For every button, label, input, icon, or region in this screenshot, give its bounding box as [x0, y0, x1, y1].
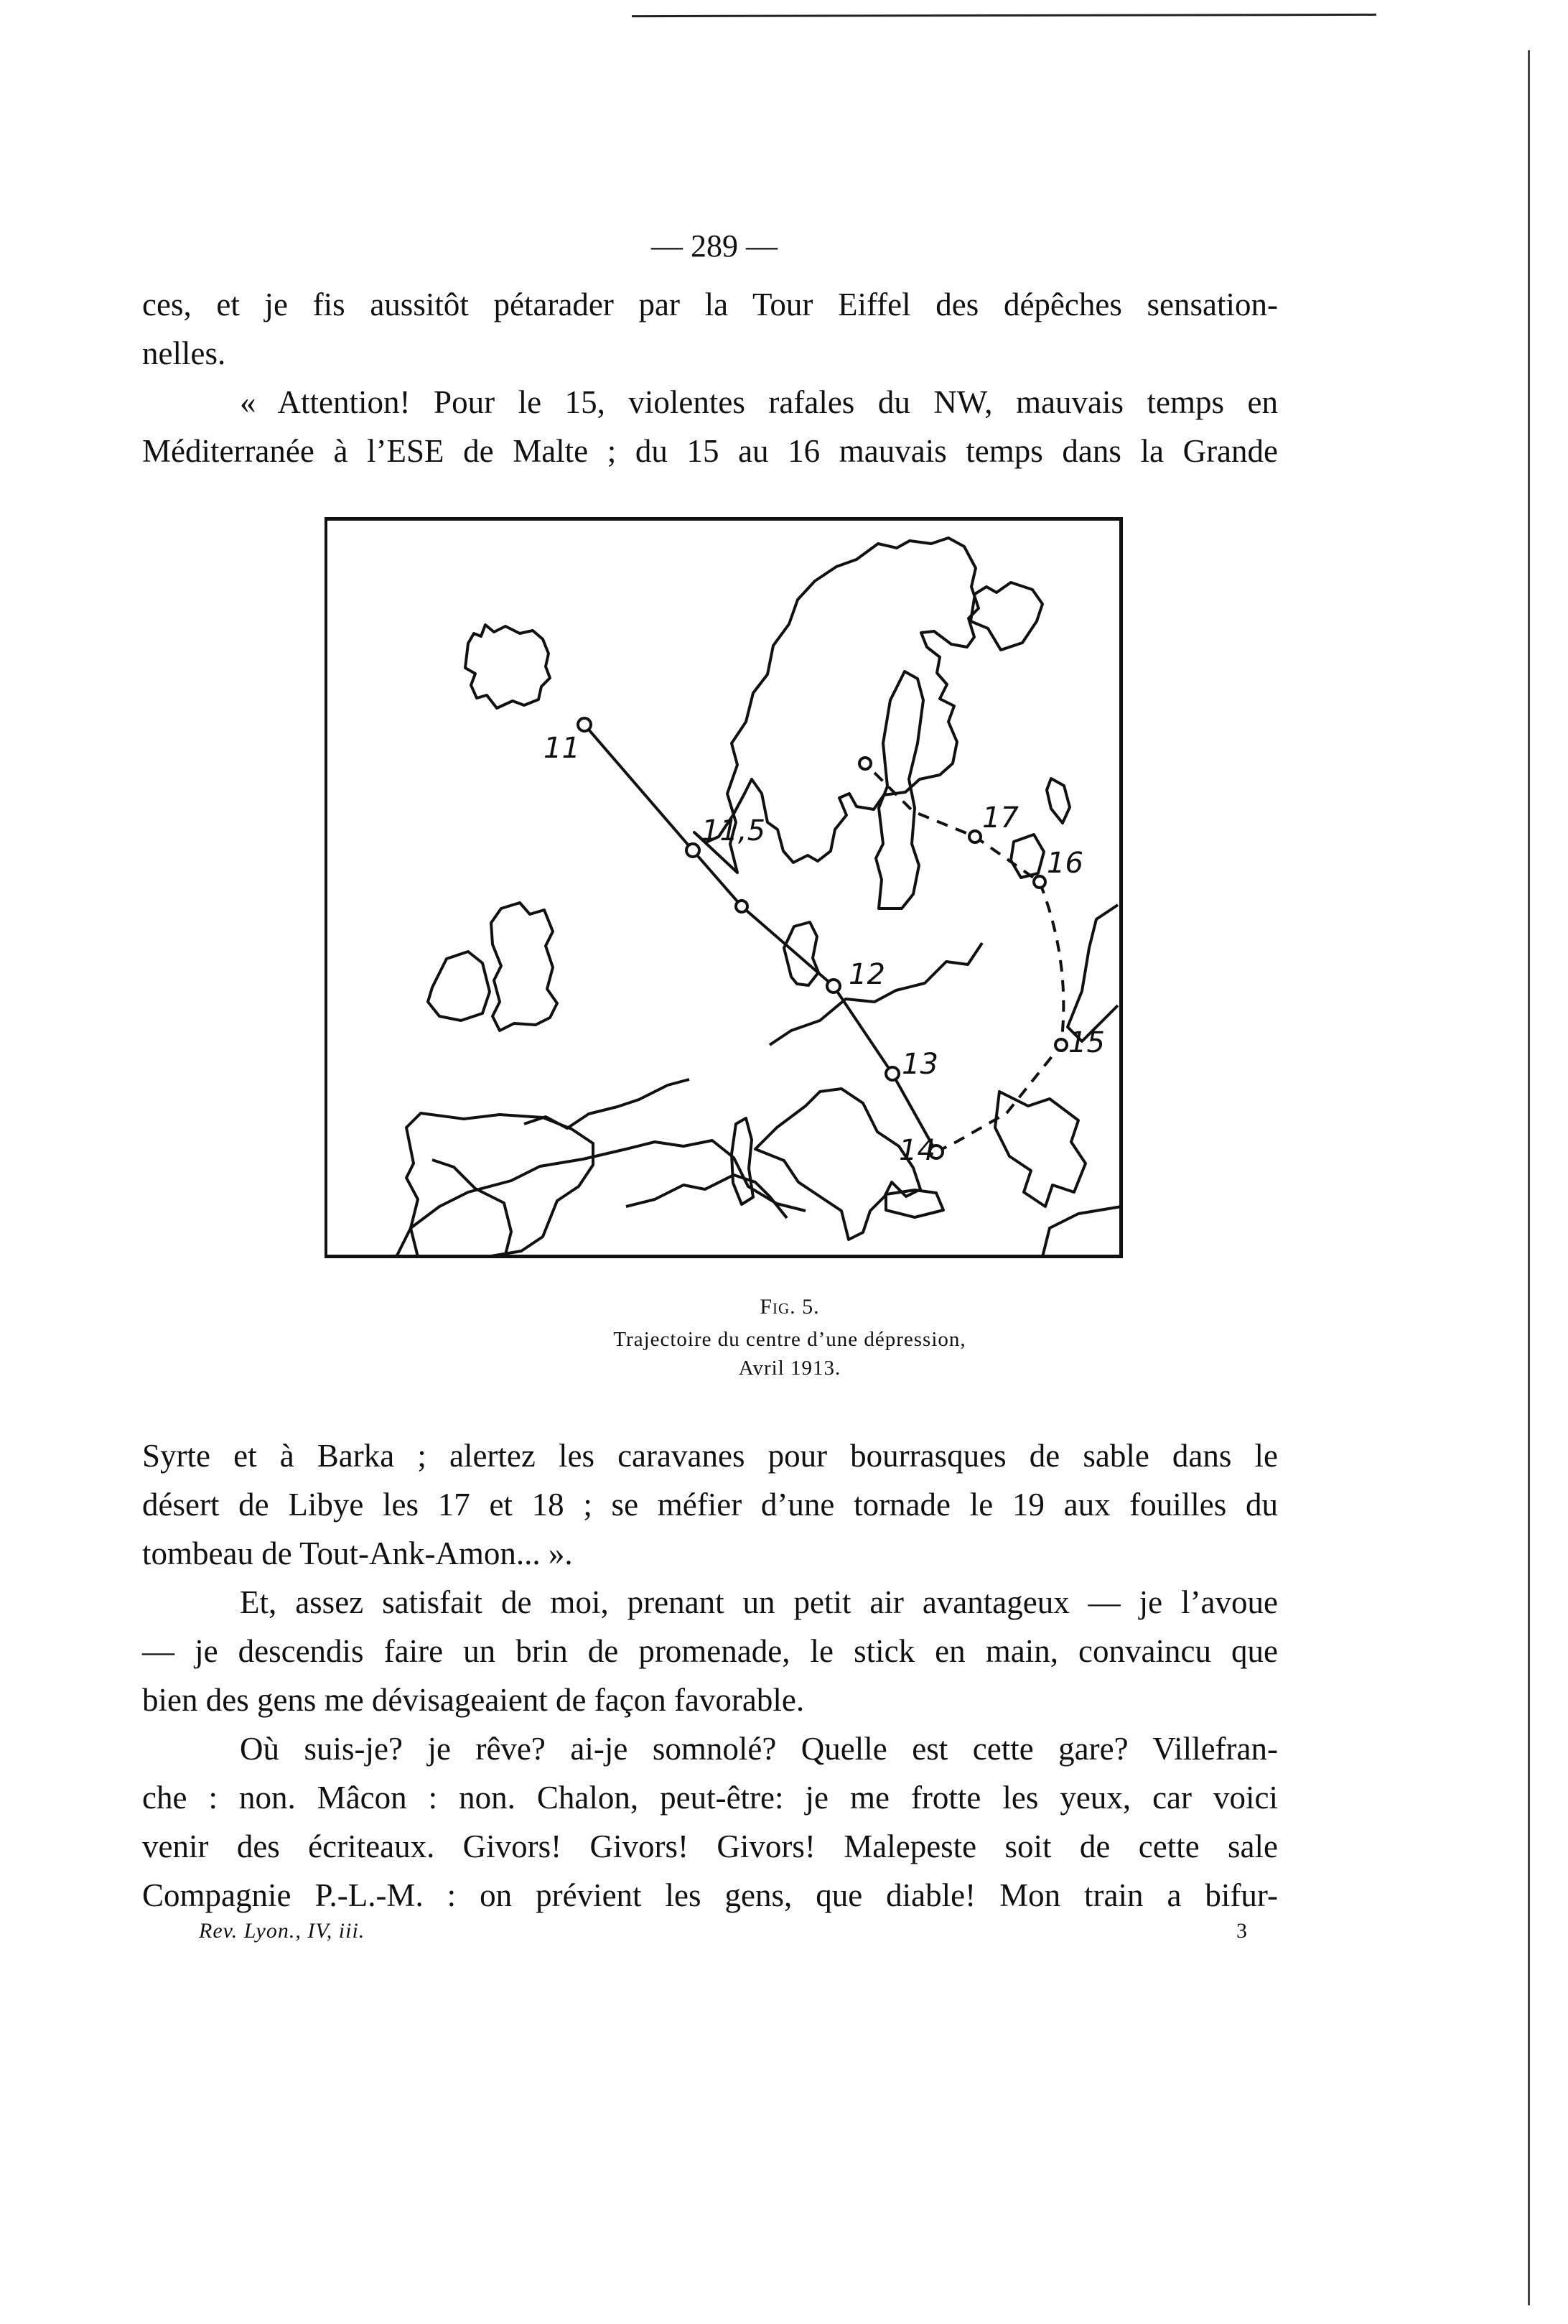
kola-outline [971, 582, 1042, 650]
figure-label: Fig. 5. [760, 1295, 820, 1319]
iberia-outline [406, 1113, 593, 1258]
bottom-text-block [142, 1431, 1278, 1920]
denmark-outline [784, 922, 818, 985]
text-line: tombeau de Tout-Ank-Amon... ». [142, 1535, 573, 1571]
label-17: 17 [982, 801, 1019, 835]
east-coast [1068, 905, 1118, 1041]
libya-coast [1042, 1207, 1121, 1257]
label-15: 15 [1068, 1026, 1105, 1059]
iceland-outline [465, 625, 550, 708]
text-line: désert de Libye les 17 et 18 ; se méfier d’une tornade le 19 aux fouilles du [142, 1487, 1278, 1523]
text-line: Méditerranée à l’ESE de Malte ; du 15 au 16 mauvais temps dans la Grande [142, 433, 1278, 469]
scan-edge-line [1528, 50, 1530, 2305]
footer-sheet-number: 3 [1236, 1919, 1247, 1943]
depression-track-dashed [865, 763, 1063, 1152]
label-13: 13 [902, 1048, 938, 1081]
text-line: Syrte et à Barka ; alertez les caravanes pour bourrasques de sable dans le [142, 1438, 1278, 1474]
britain-outline [491, 903, 557, 1031]
text-line: Où suis-je? je rêve? ai-je somnolé? Quelle est cette gare? Villefran- [240, 1731, 1278, 1767]
figure-map [325, 517, 1123, 1258]
lake-outline-2 [1011, 835, 1044, 878]
text-line: che : non. Mâcon : non. Chalon, peut-être: je me frotte les yeux, car voici [142, 1780, 1278, 1816]
france-west-coast [432, 1160, 511, 1258]
text-line: nelles. [142, 335, 226, 371]
lake-outline [1047, 778, 1070, 823]
figure-description: Trajectoire du centre d’une dépression, [613, 1328, 966, 1351]
label-11-5: 11,5 [701, 814, 766, 847]
label-14: 14 [899, 1134, 935, 1167]
text-line: — je descendis faire un brin de promenade, le stick en main, convaincu que [142, 1633, 1278, 1669]
text-line: ces, et je fis aussitôt pétarader par la Tour Eiffel des dépêches sensation- [142, 287, 1278, 322]
sicily-outline [886, 1190, 943, 1217]
text-line: Et, assez satisfait de moi, prenant un petit air avantageux — je l’avoue [240, 1584, 1278, 1620]
footer-signature: Rev. Lyon., IV, iii. [199, 1919, 365, 1943]
north-africa-coast [396, 1140, 806, 1257]
top-text-block [142, 280, 1278, 475]
text-line: bien des gens me dévisageaient de façon favorable. [142, 1682, 805, 1718]
scan-top-rule [632, 14, 1376, 17]
label-11: 11 [543, 732, 580, 765]
text-line: « Attention! Pour le 15, violentes rafales du NW, mauvais temps en [240, 384, 1278, 420]
europe-map-icon [325, 517, 1123, 1258]
italy-outline [755, 1089, 920, 1240]
bothnia-outline [876, 671, 923, 908]
text-line: venir des écriteaux. Givors! Givors! Givors! Malepeste soit de cette sale [142, 1828, 1278, 1864]
figure-date: Avril 1913. [738, 1357, 841, 1380]
label-16: 16 [1047, 847, 1083, 880]
label-12: 12 [849, 958, 885, 991]
depression-track-solid [584, 725, 936, 1152]
ireland-outline [428, 952, 490, 1021]
page-number: — 289 — [651, 228, 778, 264]
text-line: Compagnie P.-L.-M. : on prévient les gens, que diable! Mon train a bifur- [142, 1877, 1278, 1913]
